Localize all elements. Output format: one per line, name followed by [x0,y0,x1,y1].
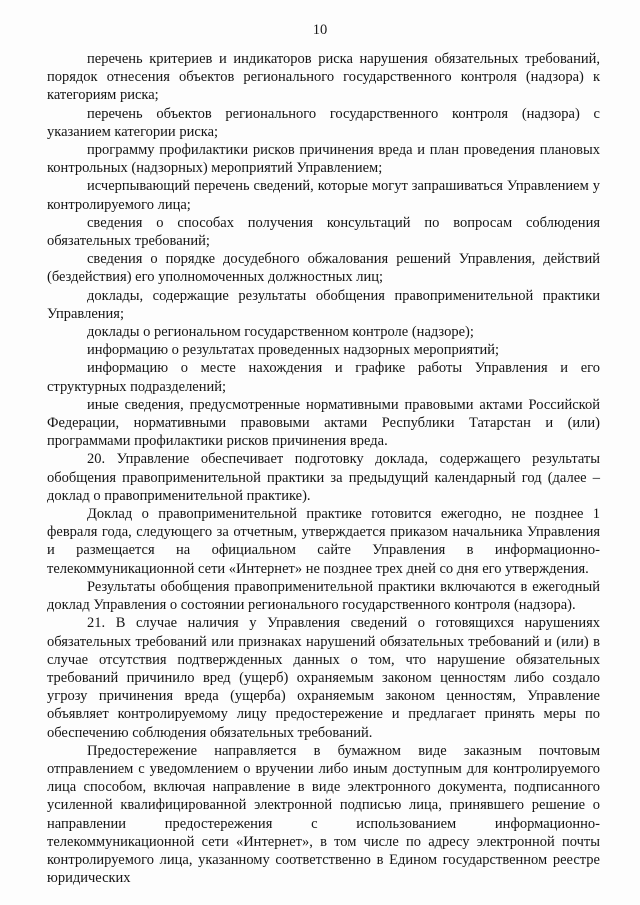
paragraph: сведения о порядке досудебного обжалования решений Управления, действий (бездействия) его уполномоченных должностных лиц; [47,251,600,286]
paragraph: Результаты обобщения правоприменительной практики включаются в ежегодный доклад Управления о состоянии регионального государственного контроля (надзора). [47,578,600,614]
paragraph: программу профилактики рисков причинения вреда и план проведения плановых контрольных (надзорных) мероприятий Управлением; [47,142,600,177]
paragraph: доклады о региональном государственном контроле (надзоре); [87,324,474,341]
paragraph: сведения о способах получения консультаций по вопросам соблюдения обязательных требований; [47,214,600,250]
paragraph: перечень критериев и индикаторов риска нарушения обязательных требований, порядок отнесения объектов регионального государственного контроля (надзора) к категориям риска; [47,51,600,104]
document-body [47,50,600,887]
paragraph: иные сведения, предусмотренные нормативными правовыми актами Российской Федерации, нормативными правовыми актами Республики Татарстан и (или) программами профилактики рисков причинения вреда. [47,396,600,450]
paragraph: информацию о месте нахождения и графике работы Управления и его структурных подразделений; [47,360,600,395]
paragraph: 20. Управление обеспечивает подготовку доклада, содержащего результаты обобщения правоприменительной практики за предыдущий календарный год (далее – доклад о правоприменительной практике). [47,451,600,504]
page-number: 10 [312,22,328,38]
paragraph: информацию о результатах проведенных надзорных мероприятий; [87,342,500,359]
paragraph: 21. В случае наличия у Управления сведений о готовящихся нарушениях обязательных требований или признаках нарушений обязательных требований и (или) в случае отсутствия подтвержденных данных о том, что нарушение обязательных требований причинило вред (ущерб) охраняемым законом ценностям либо создало угрозу причинения вреда (ущерба) охраняемым законом ценностям, Управление объявляет контролируемому лицу предостережение и предлагает принять меры по обеспечению соблюдения обязательных требований. [47,615,600,741]
paragraph: перечень объектов регионального государственного контроля (надзора) с указанием категории риска; [47,105,600,140]
paragraph: Предостережение направляется в бумажном виде заказным почтовым отправлением с уведомлением о вручении либо иным доступным для контролируемого лица способом, включая направление в виде электронного документа, подписанного усиленной квалифицированной электронной подписью лица, принявшего решение о направлении предостережения с использованием информационно-телекоммуникационной сети «Интернет», в том числе по адресу электронной почты контролируемого лица, указанному соответственно в Едином государственном реестре юридических [47,742,600,887]
paragraph: Доклад о правоприменительной практике готовится ежегодно, не позднее 1 февраля года, следующего за отчетным, утверждается приказом начальника Управления и размещается на официальном сайте Управления в информационно-телекоммуникационной сети «Интернет» не позднее трех дней со дня его утверждения. [47,506,600,577]
paragraph: доклады, содержащие результаты обобщения правоприменительной практики Управления; [47,287,600,322]
paragraph: исчерпывающий перечень сведений, которые могут запрашиваться Управлением у контролируемого лица; [47,178,600,213]
